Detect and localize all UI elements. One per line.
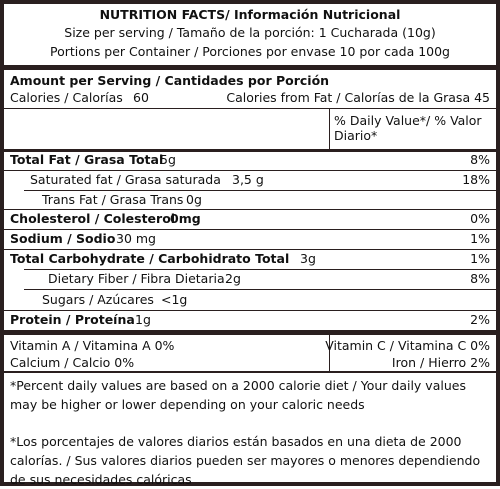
divider xyxy=(4,249,496,250)
nutrient-label-total-carbohydrate: Total Carbohydrate / Carbohidrato Total xyxy=(10,251,290,266)
column-divider xyxy=(329,108,330,150)
footnote-spanish: *Los porcentajes de valores diarios están basados en una dieta de 2000 calorías. / Sus valores diarios pueden ser mayores o menores dependiendo de sus necesidades calóricas xyxy=(10,434,481,487)
divider xyxy=(4,108,496,109)
calcium: Calcium / Calcio 0% xyxy=(10,355,135,370)
nutrient-label-dietary-fiber: Dietary Fiber / Fibra Dietaria xyxy=(48,271,225,286)
amount-per-serving-heading: Amount per Serving / Cantidades por Porción xyxy=(10,73,330,88)
nutrient-dv-total-carbohydrate: 1% xyxy=(470,251,490,266)
nutrient-amount-cholesterol: 0mg xyxy=(170,211,201,226)
nutrient-dv-dietary-fiber: 8% xyxy=(470,271,490,286)
divider xyxy=(24,190,496,191)
portions-per-container: Portions per Container / Porciones por envase 10 por cada 100g xyxy=(50,44,450,59)
divider xyxy=(4,371,496,373)
nutrient-label-trans-fat: Trans Fat / Grasa Trans xyxy=(42,192,184,207)
footnote-english: *Percent daily values are based on a 2000 calorie diet / Your daily values may be higher or lower depending on your caloric needs xyxy=(10,378,466,412)
divider xyxy=(4,209,496,210)
nutrient-label-saturated-fat: Saturated fat / Grasa saturada xyxy=(30,172,221,187)
serving-size: Size per serving / Tamaño de la porción: 1 Cucharada (10g) xyxy=(64,25,436,40)
label-title: NUTRITION FACTS/ Información Nutricional xyxy=(99,7,401,22)
nutrient-label-protein: Protein / Proteína xyxy=(10,312,135,327)
nutrient-label-cholesterol: Cholesterol / Colesterol xyxy=(10,211,176,226)
nutrient-label-sodium: Sodium / Sodio xyxy=(10,231,116,246)
daily-value-header: % Daily Value*/ % Valor Diario* xyxy=(334,113,482,143)
nutrient-amount-dietary-fiber: 2g xyxy=(225,271,241,286)
nutrient-dv-sodium: 1% xyxy=(470,231,490,246)
calories-from-fat: Calories from Fat / Calorías de la Grasa 45 xyxy=(226,90,490,105)
calories-label: Calories / Calorías xyxy=(10,90,123,105)
nutrient-dv-saturated-fat: 18% xyxy=(462,172,490,187)
nutrient-amount-total-fat: 5g xyxy=(160,152,176,167)
divider xyxy=(24,269,496,270)
nutrient-dv-total-fat: 8% xyxy=(470,152,490,167)
divider xyxy=(4,229,496,230)
nutrient-amount-trans-fat: 0g xyxy=(186,192,202,207)
nutrient-amount-total-carbohydrate: 3g xyxy=(300,251,316,266)
nutrient-amount-sugars: <1g xyxy=(161,292,188,307)
divider xyxy=(4,310,496,311)
calories-value: 60 xyxy=(133,90,149,105)
nutrient-amount-sodium: 30 mg xyxy=(116,231,156,246)
nutrient-label-total-fat: Total Fat / Grasa Total xyxy=(10,152,164,167)
nutrient-label-sugars: Sugars / Azúcares xyxy=(42,292,154,307)
divider xyxy=(4,170,496,171)
thick-divider-vitamins xyxy=(4,330,496,335)
iron: Iron / Hierro 2% xyxy=(391,355,490,370)
nutrient-dv-cholesterol: 0% xyxy=(470,211,490,226)
vitamin-a: Vitamin A / Vitamina A 0% xyxy=(10,338,175,353)
vitamin-c: Vitamin C / Vitamina C 0% xyxy=(325,338,490,353)
nutrient-amount-saturated-fat: 3,5 g xyxy=(232,172,264,187)
divider xyxy=(24,289,496,290)
thick-divider-top xyxy=(4,65,496,70)
nutrient-dv-protein: 2% xyxy=(470,312,490,327)
nutrient-amount-protein: 1g xyxy=(135,312,151,327)
